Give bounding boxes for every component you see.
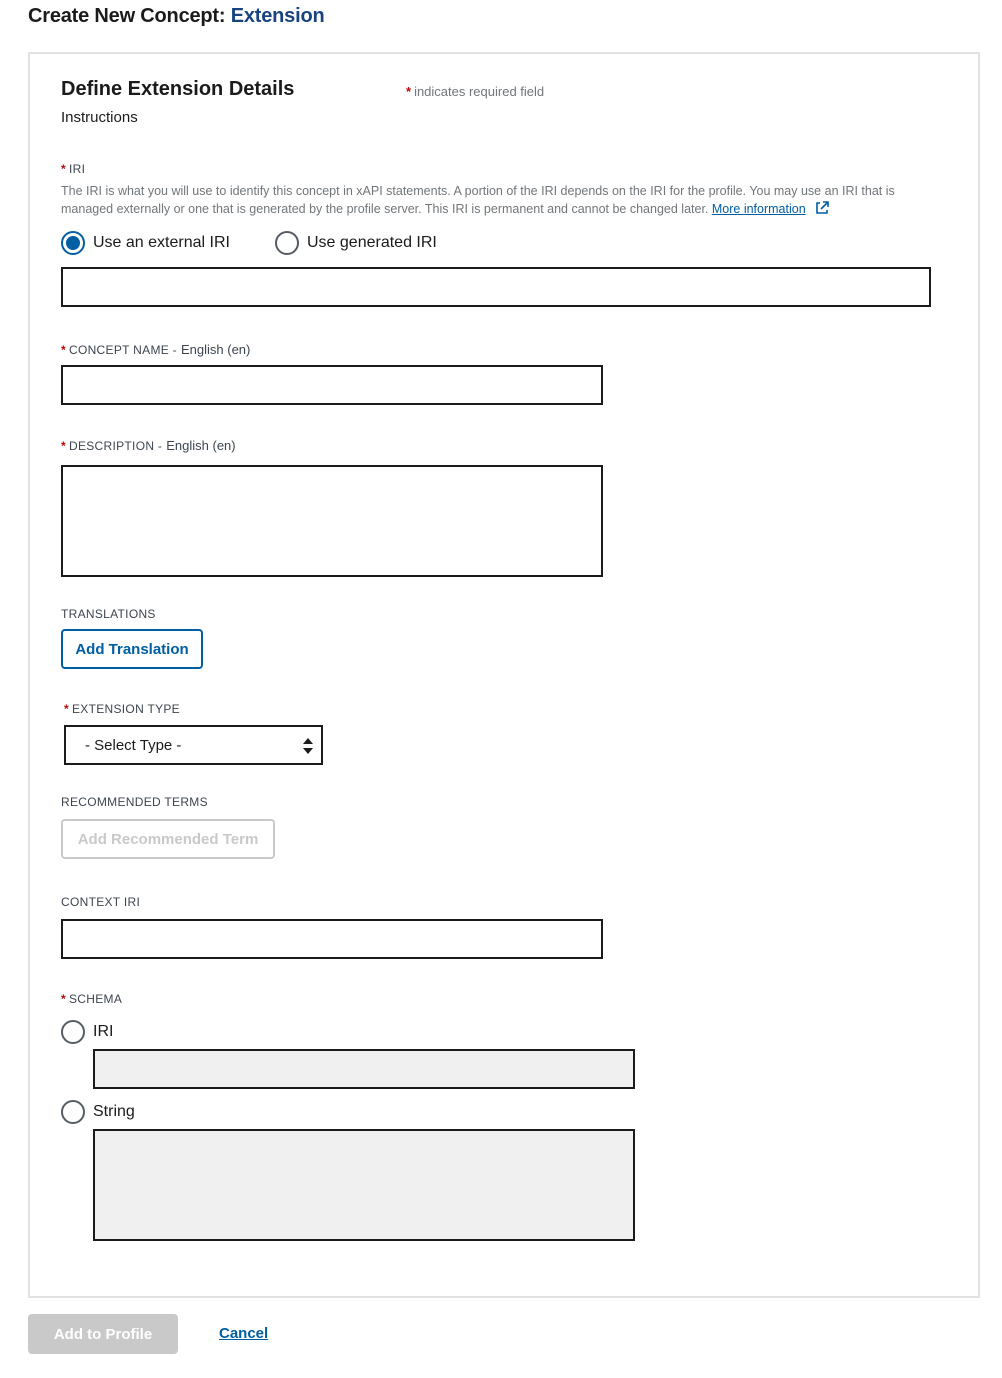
radio-schema-iri[interactable] [61,1020,113,1044]
radio-schema-string[interactable] [61,1100,135,1124]
radio-use-external-iri[interactable] [61,231,230,255]
required-field-note [406,84,544,99]
schema-string-textarea [93,1129,635,1241]
required-star: * [64,702,69,716]
context-iri-label: CONTEXT IRI [61,895,141,909]
more-information-link[interactable]: More information [711,202,806,216]
description-lang: English (en) [166,438,236,453]
add-to-profile-button: Add to Profile [28,1314,178,1354]
radio-use-generated-iri[interactable] [275,231,437,255]
concept-name-input[interactable] [61,365,603,405]
section-title: Define Extension Details [61,78,295,100]
required-star: * [61,992,66,1006]
radio-schema-iri-label: IRI [93,1023,114,1040]
cancel-link[interactable]: Cancel [219,1325,269,1342]
external-link-icon [815,201,829,215]
concept-name-lang: English (en) [180,342,251,357]
iri-label-text: IRI [68,162,86,176]
select-arrows-icon [301,737,315,755]
iri-input[interactable] [61,267,931,307]
schema-label [61,992,122,1006]
page-title [28,5,325,28]
schema-label-text: SCHEMA [68,992,123,1006]
radio-unchecked-icon [275,231,299,255]
required-star: * [406,84,412,99]
page-title-prefix: Create New Concept: [28,5,226,27]
required-note-text: indicates required field [414,84,545,99]
recommended-terms-label: RECOMMENDED TERMS [61,795,208,809]
schema-iri-input [93,1049,635,1089]
extension-type-label [64,702,180,716]
radio-schema-string-label: String [93,1103,135,1120]
description-label [61,438,236,453]
required-star: * [61,439,66,453]
radio-checked-icon [61,231,85,255]
iri-hint [61,182,911,218]
extension-type-selected: - Select Type - [85,736,182,754]
radio-use-generated-iri-label: Use generated IRI [307,234,437,251]
iri-label [61,162,85,176]
extension-type-label-text: EXTENSION TYPE [71,702,180,716]
radio-unchecked-icon [61,1020,85,1044]
radio-unchecked-icon [61,1100,85,1124]
page-title-concept-type: Extension [230,5,325,27]
extension-type-select[interactable] [64,725,323,765]
required-star: * [61,343,66,357]
concept-name-label-text: CONCEPT NAME - [68,343,177,357]
iri-hint-text: The IRI is what you will use to identify this concept in xAPI statements. A portion of the IRI depends on the IRI for the profile. You may use an IRI that is managed externally or one that is generated by the profile server. This IRI is permanent and cannot be changed later. [61,184,895,216]
add-translation-button[interactable]: Add Translation [61,629,203,669]
context-iri-input[interactable] [61,919,603,959]
extension-form-panel [28,52,980,1298]
description-label-text: DESCRIPTION - [68,439,163,453]
concept-name-label [61,342,250,357]
translations-label: TRANSLATIONS [61,607,156,621]
description-textarea[interactable] [61,465,603,577]
add-recommended-term-button: Add Recommended Term [61,819,275,859]
required-star: * [61,162,66,176]
radio-use-external-iri-label: Use an external IRI [93,234,230,251]
instructions-text: Instructions [61,109,138,126]
